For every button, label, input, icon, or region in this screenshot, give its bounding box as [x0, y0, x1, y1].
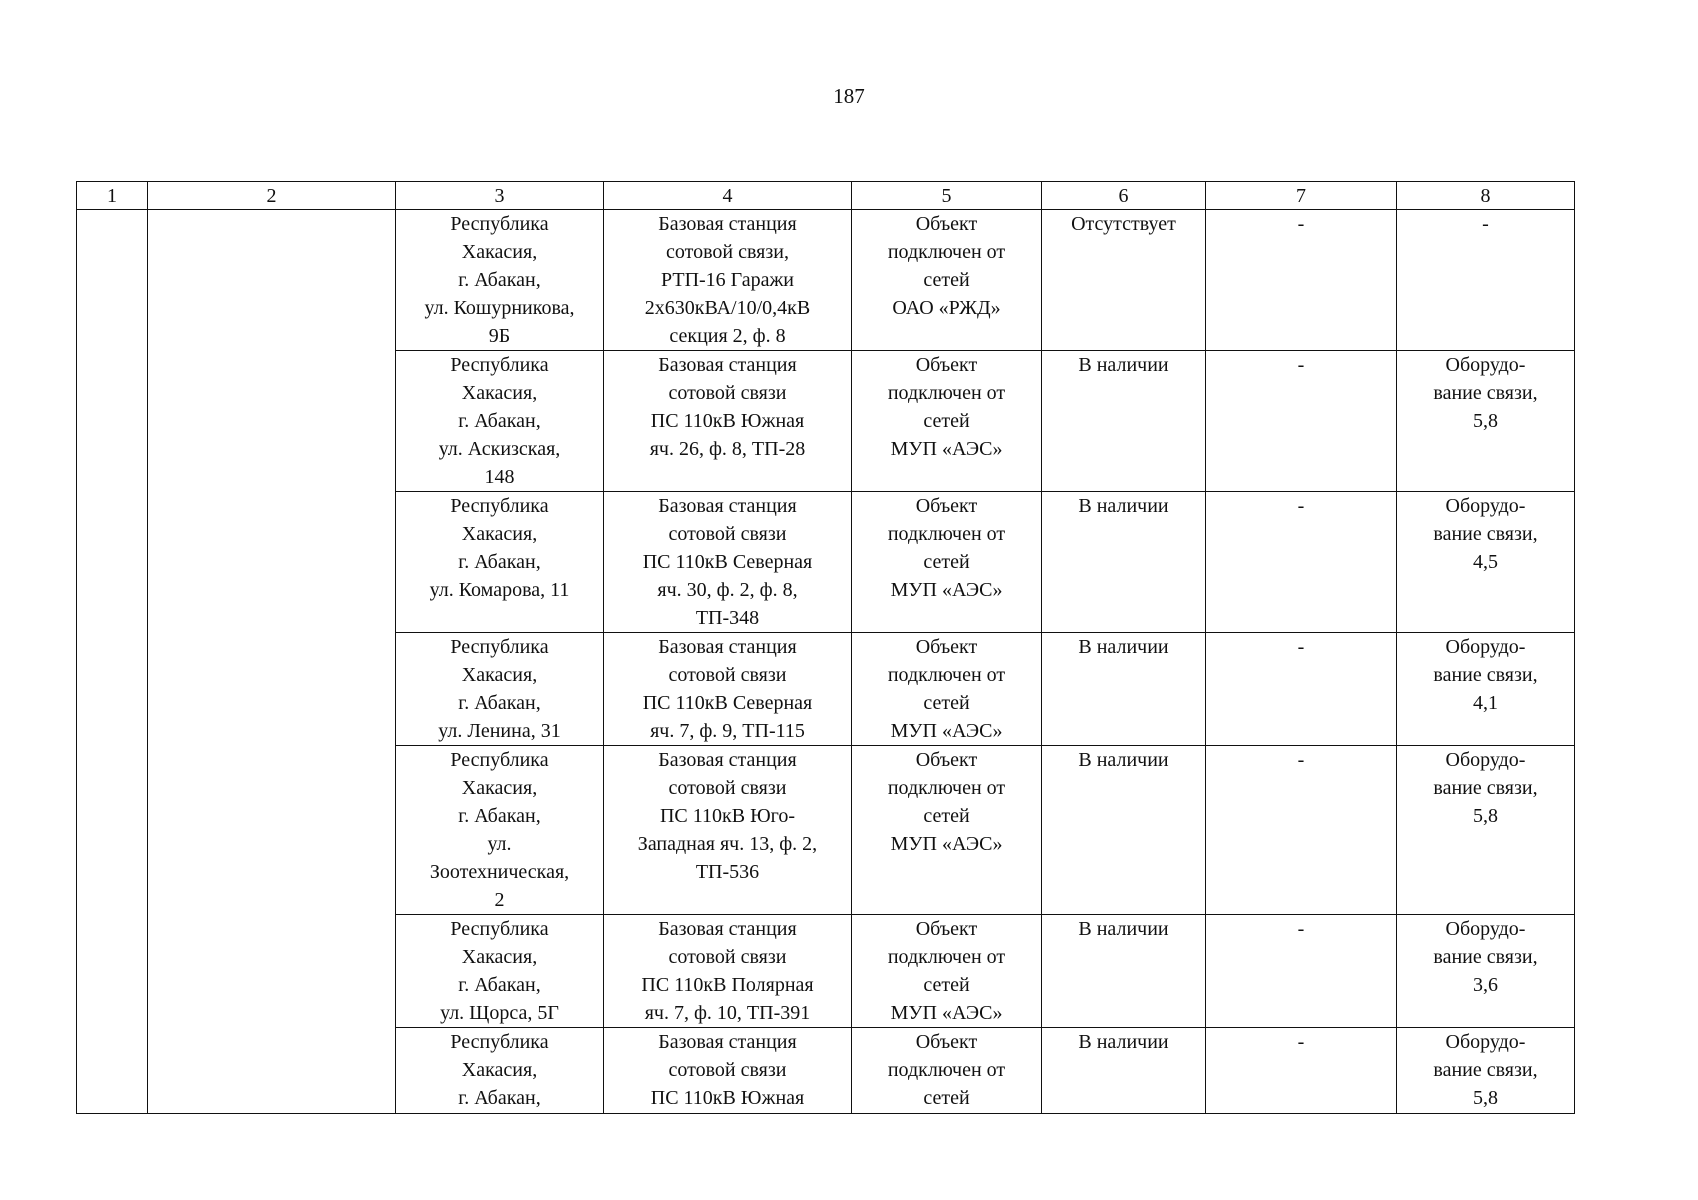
- object-cell-line: ТП-536: [695, 861, 760, 883]
- data-table: [76, 181, 1575, 1114]
- equipment-cell-line: 4,1: [1473, 692, 1498, 714]
- connection-cell-line: Объект: [915, 354, 978, 376]
- equipment-cell-line: Оборудо-: [1445, 918, 1526, 940]
- address-cell: [396, 351, 604, 492]
- availability-cell: В наличии: [1042, 351, 1206, 492]
- equipment-cell: [1397, 915, 1575, 1028]
- object-cell-line: яч. 7, ф. 9, ТП-115: [650, 720, 805, 742]
- equipment-cell: [1397, 492, 1575, 633]
- address-cell: [396, 210, 604, 351]
- address-cell: [396, 746, 604, 915]
- availability-cell: В наличии: [1042, 633, 1206, 746]
- object-cell-line: ПС 110кВ Северная: [642, 551, 813, 573]
- address-cell-line: Хакасия,: [461, 241, 538, 263]
- connection-cell-line: сетей: [923, 692, 970, 714]
- address-cell-line: Республика: [450, 354, 549, 376]
- connection-cell-line: Объект: [915, 636, 978, 658]
- connection-cell-line: ОАО «РЖД»: [892, 297, 1001, 319]
- object-cell-line: сотовой связи: [668, 1059, 787, 1081]
- object-cell-line: яч. 26, ф. 8, ТП-28: [649, 438, 806, 460]
- connection-cell: [852, 633, 1042, 746]
- address-cell-line: г. Абакан,: [458, 1087, 541, 1109]
- connection-cell-line: сетей: [923, 805, 970, 827]
- equipment-cell-line: Оборудо-: [1445, 354, 1526, 376]
- address-cell: [396, 915, 604, 1028]
- connection-cell: [852, 492, 1042, 633]
- connection-cell-line: МУП «АЭС»: [890, 438, 1003, 460]
- address-cell-line: Республика: [450, 213, 549, 235]
- object-cell-line: сотовой связи,: [666, 241, 789, 263]
- connection-cell-line: Объект: [915, 918, 978, 940]
- col-7-cell: -: [1206, 492, 1397, 633]
- equipment-cell: [1397, 351, 1575, 492]
- connection-cell-line: Объект: [915, 1031, 978, 1053]
- address-cell-line: 148: [484, 466, 515, 488]
- object-cell-line: секция 2, ф. 8: [669, 325, 786, 347]
- object-cell: [604, 1028, 852, 1114]
- object-cell-line: сотовой связи: [668, 946, 787, 968]
- object-cell-line: сотовой связи: [668, 523, 787, 545]
- object-cell-line: ПС 110кВ Юго-: [659, 805, 796, 827]
- address-cell-line: Республика: [450, 918, 549, 940]
- col-7-cell: -: [1206, 351, 1397, 492]
- connection-cell: [852, 915, 1042, 1028]
- equipment-cell-line: вание связи,: [1433, 946, 1538, 968]
- header-row: [77, 182, 1575, 210]
- address-cell-line: ул. Щорса, 5Г: [440, 1002, 559, 1024]
- availability-cell: В наличии: [1042, 915, 1206, 1028]
- header-cell: 4: [604, 182, 852, 210]
- page-number: 187: [833, 84, 865, 108]
- connection-cell-line: подключен от: [887, 241, 1006, 263]
- address-cell-line: Республика: [450, 636, 549, 658]
- address-cell-line: г. Абакан,: [458, 410, 541, 432]
- address-cell-line: Хакасия,: [461, 946, 538, 968]
- table-body: [77, 210, 1575, 1114]
- object-cell-line: Базовая станция: [658, 354, 797, 376]
- equipment-cell-line: вание связи,: [1433, 1059, 1538, 1081]
- object-cell-line: Базовая станция: [658, 1031, 797, 1053]
- object-cell: [604, 633, 852, 746]
- header-cell: 7: [1206, 182, 1397, 210]
- object-cell-line: ПС 110кВ Южная: [650, 410, 805, 432]
- equipment-cell: [1397, 746, 1575, 915]
- header-cell: 5: [852, 182, 1042, 210]
- object-cell-line: ТП-348: [695, 607, 760, 629]
- object-cell-line: сотовой связи: [668, 777, 787, 799]
- header-cell: 8: [1397, 182, 1575, 210]
- address-cell-line: г. Абакан,: [458, 974, 541, 996]
- connection-cell-line: подключен от: [887, 946, 1006, 968]
- connection-cell-line: сетей: [923, 410, 970, 432]
- object-cell-line: РТП-16 Гаражи: [660, 269, 795, 291]
- object-cell: [604, 746, 852, 915]
- object-cell-line: ПС 110кВ Полярная: [641, 974, 814, 996]
- object-cell: [604, 492, 852, 633]
- col-7-cell: -: [1206, 915, 1397, 1028]
- object-cell-line: Базовая станция: [658, 636, 797, 658]
- address-cell: [396, 492, 604, 633]
- equipment-cell-line: вание связи,: [1433, 382, 1538, 404]
- object-cell-line: ПС 110кВ Северная: [642, 692, 813, 714]
- equipment-cell-line: 5,8: [1473, 410, 1498, 432]
- address-cell-line: г. Абакан,: [458, 269, 541, 291]
- connection-cell-line: Объект: [915, 495, 978, 517]
- equipment-cell-line: Оборудо-: [1445, 1031, 1526, 1053]
- connection-cell-line: сетей: [923, 269, 970, 291]
- col-7-cell: -: [1206, 633, 1397, 746]
- object-cell: [604, 351, 852, 492]
- object-cell: [604, 210, 852, 351]
- equipment-cell-line: 4,5: [1473, 551, 1498, 573]
- equipment-cell-line: вание связи,: [1433, 664, 1538, 686]
- availability-cell: В наличии: [1042, 492, 1206, 633]
- object-cell: [604, 915, 852, 1028]
- connection-cell: [852, 1028, 1042, 1114]
- equipment-cell: [1397, 633, 1575, 746]
- col-7-cell: -: [1206, 210, 1397, 351]
- address-cell-line: Хакасия,: [461, 664, 538, 686]
- connection-cell-line: сетей: [923, 1087, 970, 1109]
- header-cell: 1: [77, 182, 148, 210]
- connection-cell-line: сетей: [923, 551, 970, 573]
- col-7-cell: -: [1206, 746, 1397, 915]
- address-cell-line: Хакасия,: [461, 777, 538, 799]
- connection-cell-line: подключен от: [887, 1059, 1006, 1081]
- object-cell-line: Базовая станция: [658, 918, 797, 940]
- equipment-cell: [1397, 1028, 1575, 1114]
- equipment-cell-line: 5,8: [1473, 805, 1498, 827]
- object-cell-line: Базовая станция: [658, 213, 797, 235]
- equipment-cell-line: 3,6: [1473, 974, 1498, 996]
- object-cell-line: яч. 30, ф. 2, ф. 8,: [657, 579, 798, 601]
- object-cell-line: Западная яч. 13, ф. 2,: [637, 833, 818, 855]
- header-cell: 6: [1042, 182, 1206, 210]
- header-cell: 2: [148, 182, 396, 210]
- connection-cell-line: подключен от: [887, 777, 1006, 799]
- col-7-cell: -: [1206, 1028, 1397, 1114]
- object-cell-line: ПС 110кВ Южная: [650, 1087, 805, 1109]
- equipment-cell-line: Оборудо-: [1445, 495, 1526, 517]
- address-cell-line: ул. Комарова, 11: [429, 579, 570, 601]
- connection-cell-line: МУП «АЭС»: [890, 833, 1003, 855]
- object-cell-line: сотовой связи: [668, 382, 787, 404]
- object-cell-line: Базовая станция: [658, 495, 797, 517]
- connection-cell-line: сетей: [923, 974, 970, 996]
- connection-cell: [852, 351, 1042, 492]
- address-cell-line: 2: [494, 889, 505, 911]
- equipment-cell-line: -: [1482, 213, 1489, 235]
- equipment-cell-line: Оборудо-: [1445, 636, 1526, 658]
- connection-cell-line: подключен от: [887, 664, 1006, 686]
- object-cell-line: Базовая станция: [658, 749, 797, 771]
- table-row: [77, 210, 1575, 351]
- address-cell-line: г. Абакан,: [458, 692, 541, 714]
- equipment-cell-line: вание связи,: [1433, 523, 1538, 545]
- connection-cell-line: Объект: [915, 213, 978, 235]
- address-cell-line: ул. Ленина, 31: [438, 720, 561, 742]
- connection-cell-line: подключен от: [887, 382, 1006, 404]
- col-2-merged-cell: [148, 210, 396, 1114]
- address-cell-line: г. Абакан,: [458, 805, 541, 827]
- equipment-cell: [1397, 210, 1575, 351]
- availability-cell: Отсутствует: [1042, 210, 1206, 351]
- equipment-cell-line: Оборудо-: [1445, 749, 1526, 771]
- connection-cell: [852, 746, 1042, 915]
- object-cell-line: 2х630кВА/10/0,4кВ: [644, 297, 811, 319]
- header-cell: 3: [396, 182, 604, 210]
- equipment-cell-line: 5,8: [1473, 1087, 1498, 1109]
- address-cell-line: Хакасия,: [461, 1059, 538, 1081]
- connection-cell-line: подключен от: [887, 523, 1006, 545]
- address-cell: [396, 1028, 604, 1114]
- address-cell-line: ул.: [487, 833, 512, 855]
- connection-cell-line: МУП «АЭС»: [890, 1002, 1003, 1024]
- address-cell-line: ул. Аскизская,: [438, 438, 561, 460]
- address-cell-line: 9Б: [488, 325, 511, 347]
- address-cell-line: Хакасия,: [461, 382, 538, 404]
- col-1-merged-cell: [77, 210, 148, 1114]
- address-cell-line: Республика: [450, 749, 549, 771]
- address-cell-line: Республика: [450, 1031, 549, 1053]
- address-cell-line: Хакасия,: [461, 523, 538, 545]
- address-cell-line: ул. Кошурникова,: [424, 297, 575, 319]
- connection-cell-line: Объект: [915, 749, 978, 771]
- availability-cell: В наличии: [1042, 1028, 1206, 1114]
- connection-cell: [852, 210, 1042, 351]
- address-cell-line: г. Абакан,: [458, 551, 541, 573]
- equipment-cell-line: вание связи,: [1433, 777, 1538, 799]
- address-cell-line: Зоотехническая,: [429, 861, 570, 883]
- address-cell-line: Республика: [450, 495, 549, 517]
- object-cell-line: яч. 7, ф. 10, ТП-391: [644, 1002, 811, 1024]
- object-cell-line: сотовой связи: [668, 664, 787, 686]
- availability-cell: В наличии: [1042, 746, 1206, 915]
- address-cell: [396, 633, 604, 746]
- connection-cell-line: МУП «АЭС»: [890, 579, 1003, 601]
- connection-cell-line: МУП «АЭС»: [890, 720, 1003, 742]
